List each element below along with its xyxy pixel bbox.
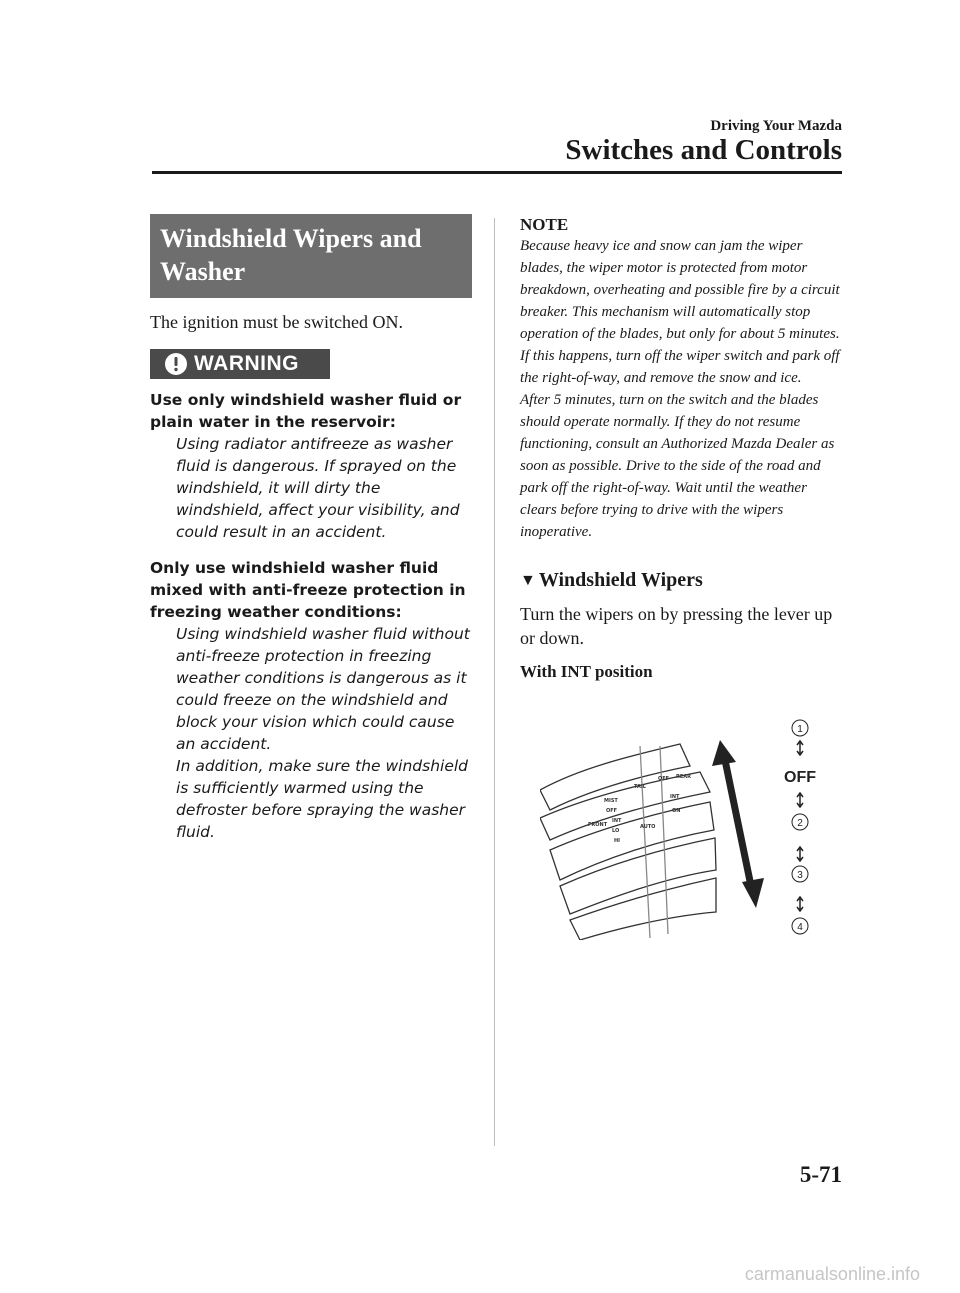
lever-label-off: OFF bbox=[606, 808, 618, 814]
up-down-arrow-icon bbox=[797, 847, 803, 861]
ignition-text: The ignition must be switched ON. bbox=[150, 312, 403, 332]
triangle-down-icon: ▼ bbox=[520, 571, 536, 589]
warning-icon bbox=[162, 350, 190, 378]
lever-label-off2: OFF bbox=[658, 776, 670, 782]
warning-block bbox=[150, 389, 472, 843]
wiper-lever-illustration bbox=[540, 718, 840, 940]
lever-label-rear: REAR bbox=[676, 774, 691, 780]
double-arrow-icon bbox=[712, 740, 764, 908]
note-paragraph: After 5 minutes, turn on the switch and the blades should operate normally. If they do not resume functioning, consult an Authorized Mazda Dealer as soon as possible. Drive to the side of the road and park off the right-of-way. Wait until the weather clears before trying to drive with the wipers inoperative. bbox=[520, 392, 835, 540]
lever-label-front: FRONT bbox=[588, 822, 608, 828]
right-column bbox=[520, 215, 842, 682]
up-down-arrow-icon bbox=[797, 793, 803, 807]
warning-heading: Only use windshield washer fluid mixed with anti-freeze protection in freezing weather conditions: bbox=[150, 559, 466, 621]
subheading-text: Windshield Wipers bbox=[538, 569, 703, 591]
lever-label-auto: AUTO bbox=[640, 824, 656, 830]
lever-label-hi: HI bbox=[614, 838, 621, 844]
note-title: NOTE bbox=[520, 215, 569, 234]
watermark: carmanualsonline.info bbox=[744, 1264, 920, 1284]
lever-label-on: ON bbox=[672, 808, 681, 814]
note-body bbox=[520, 235, 842, 543]
page-number: 5-71 bbox=[799, 1162, 842, 1187]
body-text: Turn the wipers on by pressing the lever up or down. bbox=[520, 604, 833, 648]
up-down-arrow-icon bbox=[797, 897, 803, 911]
wiper-lever-figure bbox=[540, 718, 840, 940]
warning-label: WARNING bbox=[194, 352, 299, 375]
warning-heading: Use only windshield washer fluid or plain water in the reservoir: bbox=[150, 391, 462, 431]
up-down-arrow-icon bbox=[797, 741, 803, 755]
lever-label-int: INT bbox=[612, 818, 622, 824]
section-title: Windshield Wipers and Washer bbox=[150, 214, 472, 298]
position-off: OFF bbox=[784, 769, 816, 786]
lever-label-mist: MIST bbox=[604, 798, 618, 804]
lever-label-tail: TAIL bbox=[634, 784, 646, 790]
lever-label-lo: LO bbox=[612, 828, 620, 834]
chapter-title: Driving Your Mazda bbox=[710, 118, 842, 134]
position-sequence bbox=[784, 720, 816, 934]
lever-label-int2: INT bbox=[670, 794, 680, 800]
column-divider bbox=[494, 218, 495, 1146]
subheading bbox=[520, 569, 842, 592]
warning-badge bbox=[150, 349, 330, 379]
header-rule bbox=[152, 171, 842, 174]
int-position-label: With INT position bbox=[520, 662, 653, 681]
warning-body: Using windshield washer fluid without anti-freeze protection in freezing weather conditions is dangerous as it could freeze on the windshield and block your vision which could cause an accident. bbox=[176, 625, 470, 753]
position-2: 2 bbox=[797, 818, 803, 829]
note-paragraph: If this happens, turn off the wiper switch and park off the right-of-way, and remove the snow and ice. bbox=[520, 348, 840, 386]
position-1: 1 bbox=[797, 724, 803, 735]
position-3: 3 bbox=[797, 870, 803, 881]
warning-body: Using radiator antifreeze as washer fluid is dangerous. If sprayed on the windshield, it will dirty the windshield, affect your visibility, and could result in an accident. bbox=[176, 435, 460, 541]
warning-body: In addition, make sure the windshield is sufficiently warmed using the defroster before spraying the washer fluid. bbox=[176, 757, 469, 841]
note-paragraph: Because heavy ice and snow can jam the wiper blades, the wiper motor is protected from motor breakdown, overheating and possible fire by a circuit breaker. This mechanism will automatically stop operation of the blades, but only for about 5 minutes. bbox=[520, 238, 840, 342]
left-column bbox=[150, 214, 472, 843]
position-4: 4 bbox=[797, 922, 803, 933]
section-header-title: Switches and Controls bbox=[565, 134, 842, 166]
